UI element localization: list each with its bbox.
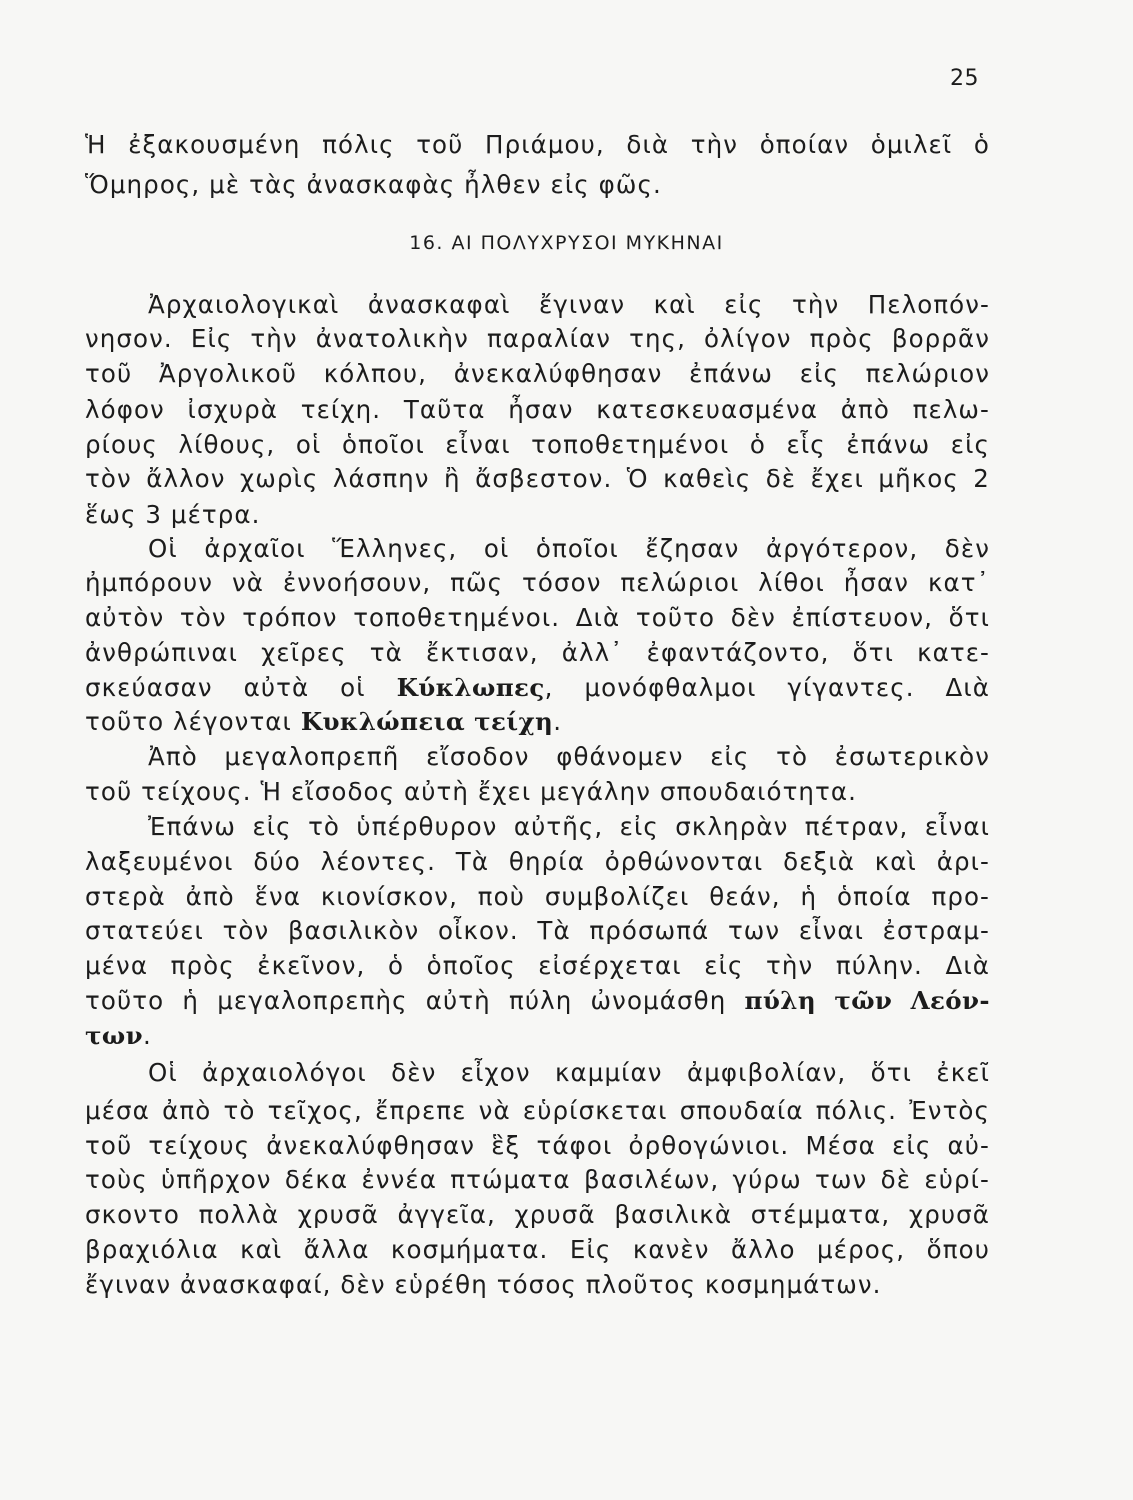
text-fragment: σκεύασαν αὐτὰ οἱ [85, 673, 366, 702]
section-heading: 16. ΑΙ ΠΟΛΥΧΡΥΣΟΙ ΜΥΚΗΝΑΙ [409, 232, 724, 254]
text-line [85, 1019, 990, 1053]
text-line: μέσα ἀπὸ τὸ τεῖχος, ἔπρεπε νὰ εὑρίσκεται σπουδαία πόλις. Ἐντὸς [85, 1096, 990, 1125]
text-fragment: τοῦτο ἡ μεγαλοπρεπὴς αὐτὴ πύλη ὠνομάσθη [85, 986, 727, 1015]
text-line: αὐτὸν τὸν τρόπον τοποθετημένοι. Διὰ τοῦτο δὲν ἐπίστευον, ὅτι [85, 603, 990, 632]
text-line: στατεύει τὸν βασιλικὸν οἶκον. Τὰ πρόσωπά των εἶναι ἐστραμ- [85, 916, 990, 945]
text-line: νησον. Εἰς τὴν ἀνατολικὴν παραλίαν της, ὀλίγον πρὸς βορρᾶν [85, 324, 990, 353]
text-fragment: , μονόφθαλμοι γίγαντες. Διὰ [544, 673, 990, 702]
text-fragment: τοῦτο λέγονται [85, 707, 292, 736]
text-line: Ἐπάνω εἰς τὸ ὑπέρθυρον αὐτῆς, εἰς σκληρὰν πέτραν, εἶναι [148, 812, 990, 841]
text-line: Ὅμηρος, μὲ τὰς ἀνασκαφὰς ἦλθεν εἰς φῶς. [85, 170, 662, 199]
bold-term: Κύκλωπες [396, 673, 545, 702]
text-line [85, 705, 990, 739]
text-line: τοῦ τείχους. Ἡ εἴσοδος αὐτὴ ἔχει μεγάλην σπουδαιότητα. [85, 777, 858, 806]
text-line: λόφον ἰσχυρὰ τείχη. Ταῦτα ἦσαν κατεσκευασμένα ἀπὸ πελω- [85, 395, 990, 424]
bold-term: Κυκλώπεια τείχη [300, 707, 554, 736]
text-line: τοῦ Ἀργολικοῦ κόλπου, ἀνεκαλύφθησαν ἐπάνω εἰς πελώριον [85, 359, 990, 388]
text-line: στερὰ ἀπὸ ἕνα κιονίσκον, ποὺ συμβολίζει θεάν, ἡ ὁποία προ- [85, 882, 990, 911]
text-line: ἠμπόρουν νὰ ἐννοήσουν, πῶς τόσον πελώριοι λίθοι ἦσαν κατ᾽ [85, 568, 990, 597]
text-line: τὸν ἄλλον χωρὶς λάσπην ἢ ἄσβεστον. Ὁ καθεὶς δὲ ἔχει μῆκος 2 [85, 464, 990, 493]
bold-term: πύλη τῶν Λεόν- [744, 986, 990, 1015]
text-line: τοὺς ὑπῆρχον δέκα ἐννέα πτώματα βασιλέων, γύρω των δὲ εὑρί- [85, 1165, 990, 1194]
text-line: Ἀρχαιολογικαὶ ἀνασκαφαὶ ἔγιναν καὶ εἰς τὴν Πελοπόν- [148, 290, 990, 319]
text-line: Ἀπὸ μεγαλοπρεπῆ εἴσοδον φθάνομεν εἰς τὸ ἐσωτερικὸν [148, 742, 990, 771]
text-line: Ἡ ἐξακουσμένη πόλις τοῦ Πριάμου, διὰ τὴν ὁποίαν ὁμιλεῖ ὁ [85, 130, 990, 159]
text-line: ἕως 3 μέτρα. [85, 500, 261, 529]
bold-term: των [85, 1021, 144, 1050]
page-number: 25 [950, 66, 979, 91]
text-line: ἀνθρώπιναι χεῖρες τὰ ἔκτισαν, ἀλλ᾽ ἐφαντάζοντο, ὅτι κατε- [85, 638, 990, 667]
text-line [85, 984, 990, 1018]
text-line: σκοντο πολλὰ χρυσᾶ ἀγγεῖα, χρυσᾶ βασιλικὰ στέμματα, χρυσᾶ [85, 1200, 990, 1229]
text-line: τοῦ τείχους ἀνεκαλύφθησαν ἓξ τάφοι ὀρθογώνιοι. Μέσα εἰς αὐ- [85, 1131, 990, 1160]
text-line: Οἱ ἀρχαῖοι Ἕλληνες, οἱ ὁποῖοι ἔζησαν ἀργότερον, δὲν [148, 534, 990, 563]
text-line: ρίους λίθους, οἱ ὁποῖοι εἶναι τοποθετημένοι ὁ εἷς ἐπάνω εἰς [85, 430, 990, 459]
text-line: βραχιόλια καὶ ἄλλα κοσμήματα. Εἰς κανὲν ἄλλο μέρος, ὅπου [85, 1235, 990, 1264]
text-line: Οἱ ἀρχαιολόγοι δὲν εἶχον καμμίαν ἀμφιβολίαν, ὅτι ἐκεῖ [148, 1058, 990, 1087]
text-fragment: . [143, 1021, 152, 1050]
text-line [85, 671, 990, 705]
text-line: ἔγιναν ἀνασκαφαί, δὲν εὑρέθη τόσος πλοῦτος κοσμημάτων. [85, 1270, 882, 1299]
text-fragment: . [553, 707, 563, 736]
text-line: λαξευμένοι δύο λέοντες. Τὰ θηρία ὀρθώνονται δεξιὰ καὶ ἀρι- [85, 847, 990, 876]
text-line: μένα πρὸς ἐκεῖνον, ὁ ὁποῖος εἰσέρχεται εἰς τὴν πύλην. Διὰ [85, 951, 990, 980]
